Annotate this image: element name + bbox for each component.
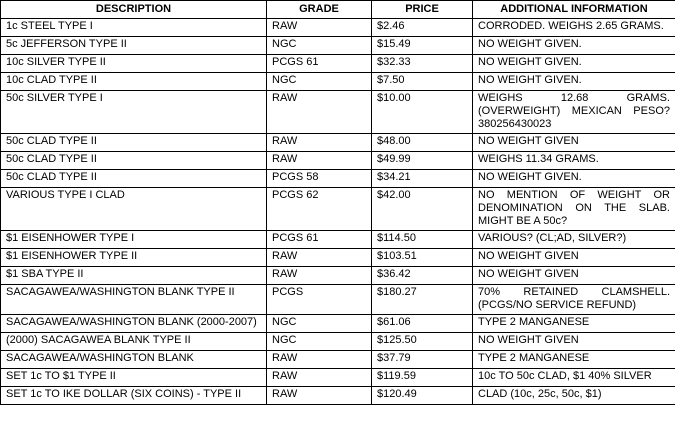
table-row	[1, 170, 675, 188]
cell-info: CORRODED. WEIGHS 2.65 GRAMS.	[473, 19, 675, 37]
table-row	[1, 37, 675, 55]
cell-info: NO WEIGHT GIVEN	[473, 333, 675, 351]
cell-info: 10c TO 50c CLAD, $1 40% SILVER	[473, 369, 675, 387]
table-row	[1, 369, 675, 387]
cell-description: (2000) SACAGAWEA BLANK TYPE II	[1, 333, 267, 351]
cell-grade: PCGS 58	[267, 170, 372, 188]
cell-grade: NGC	[267, 315, 372, 333]
cell-info: NO WEIGHT GIVEN.	[473, 37, 675, 55]
cell-price: $7.50	[372, 73, 473, 91]
cell-grade: PCGS 61	[267, 231, 372, 249]
cell-description: 10c SILVER TYPE II	[1, 55, 267, 73]
cell-description: 10c CLAD TYPE II	[1, 73, 267, 91]
cell-description: SACAGAWEA/WASHINGTON BLANK (2000-2007)	[1, 315, 267, 333]
cell-price: $49.99	[372, 152, 473, 170]
cell-description: SET 1c TO $1 TYPE II	[1, 369, 267, 387]
cell-info: WEIGHS 11.34 GRAMS.	[473, 152, 675, 170]
cell-price: $119.59	[372, 369, 473, 387]
table-row	[1, 231, 675, 249]
cell-grade: NGC	[267, 73, 372, 91]
table-row	[1, 315, 675, 333]
cell-price: $2.46	[372, 19, 473, 37]
cell-info: VARIOUS? (CL;AD, SILVER?)	[473, 231, 675, 249]
cell-info: TYPE 2 MANGANESE	[473, 315, 675, 333]
table-row	[1, 134, 675, 152]
cell-price: $48.00	[372, 134, 473, 152]
cell-grade: RAW	[267, 249, 372, 267]
table-row	[1, 249, 675, 267]
cell-info: NO MENTION OF WEIGHT OR DENOMINATION ON THE SLAB. MIGHT BE A 50c?	[473, 188, 675, 231]
cell-grade: RAW	[267, 91, 372, 134]
header-row	[1, 1, 675, 19]
cell-info: 70% RETAINED CLAMSHELL. (PCGS/NO SERVICE REFUND)	[473, 285, 675, 315]
cell-description: 50c CLAD TYPE II	[1, 152, 267, 170]
table-row	[1, 91, 675, 134]
cell-price: $15.49	[372, 37, 473, 55]
cell-grade: RAW	[267, 351, 372, 369]
header-additional-information: ADDITIONAL INFORMATION	[473, 1, 675, 19]
cell-description: SACAGAWEA/WASHINGTON BLANK TYPE II	[1, 285, 267, 315]
table-row	[1, 19, 675, 37]
cell-price: $36.42	[372, 267, 473, 285]
table-row	[1, 55, 675, 73]
header-grade: GRADE	[267, 1, 372, 19]
table-row	[1, 188, 675, 231]
cell-description: 50c SILVER TYPE I	[1, 91, 267, 134]
cell-description: 50c CLAD TYPE II	[1, 170, 267, 188]
cell-price: $61.06	[372, 315, 473, 333]
table-row	[1, 285, 675, 315]
header-price: PRICE	[372, 1, 473, 19]
table-row	[1, 387, 675, 405]
cell-description: $1 EISENHOWER TYPE II	[1, 249, 267, 267]
table-row	[1, 333, 675, 351]
cell-price: $125.50	[372, 333, 473, 351]
cell-grade: RAW	[267, 267, 372, 285]
cell-price: $103.51	[372, 249, 473, 267]
cell-price: $37.79	[372, 351, 473, 369]
cell-price: $32.33	[372, 55, 473, 73]
cell-price: $42.00	[372, 188, 473, 231]
cell-info: NO WEIGHT GIVEN	[473, 267, 675, 285]
cell-description: $1 EISENHOWER TYPE I	[1, 231, 267, 249]
cell-grade: PCGS 61	[267, 55, 372, 73]
cell-grade: NGC	[267, 333, 372, 351]
cell-description: 50c CLAD TYPE II	[1, 134, 267, 152]
cell-description: SET 1c TO IKE DOLLAR (SIX COINS) - TYPE II	[1, 387, 267, 405]
cell-info: NO WEIGHT GIVEN	[473, 134, 675, 152]
table-row	[1, 351, 675, 369]
cell-info: NO WEIGHT GIVEN.	[473, 55, 675, 73]
cell-price: $34.21	[372, 170, 473, 188]
cell-grade: NGC	[267, 37, 372, 55]
cell-info: CLAD (10c, 25c, 50c, $1)	[473, 387, 675, 405]
cell-price: $10.00	[372, 91, 473, 134]
table-row	[1, 73, 675, 91]
cell-info: NO WEIGHT GIVEN.	[473, 73, 675, 91]
table-row	[1, 152, 675, 170]
cell-price: $114.50	[372, 231, 473, 249]
cell-info: TYPE 2 MANGANESE	[473, 351, 675, 369]
cell-description: 5c JEFFERSON TYPE II	[1, 37, 267, 55]
cell-grade: PCGS 62	[267, 188, 372, 231]
cell-grade: RAW	[267, 152, 372, 170]
cell-grade: RAW	[267, 134, 372, 152]
cell-grade: RAW	[267, 369, 372, 387]
cell-grade: RAW	[267, 387, 372, 405]
cell-price: $180.27	[372, 285, 473, 315]
cell-description: VARIOUS TYPE I CLAD	[1, 188, 267, 231]
header-description: DESCRIPTION	[1, 1, 267, 19]
cell-price: $120.49	[372, 387, 473, 405]
cell-grade: PCGS	[267, 285, 372, 315]
cell-description: 1c STEEL TYPE I	[1, 19, 267, 37]
cell-info: NO WEIGHT GIVEN.	[473, 170, 675, 188]
cell-grade: RAW	[267, 19, 372, 37]
cell-info: WEIGHS 12.68 GRAMS. (OVERWEIGHT) MEXICAN PESO? 380256430023	[473, 91, 675, 134]
table-row	[1, 267, 675, 285]
cell-description: $1 SBA TYPE II	[1, 267, 267, 285]
cell-info: NO WEIGHT GIVEN	[473, 249, 675, 267]
cell-description: SACAGAWEA/WASHINGTON BLANK	[1, 351, 267, 369]
